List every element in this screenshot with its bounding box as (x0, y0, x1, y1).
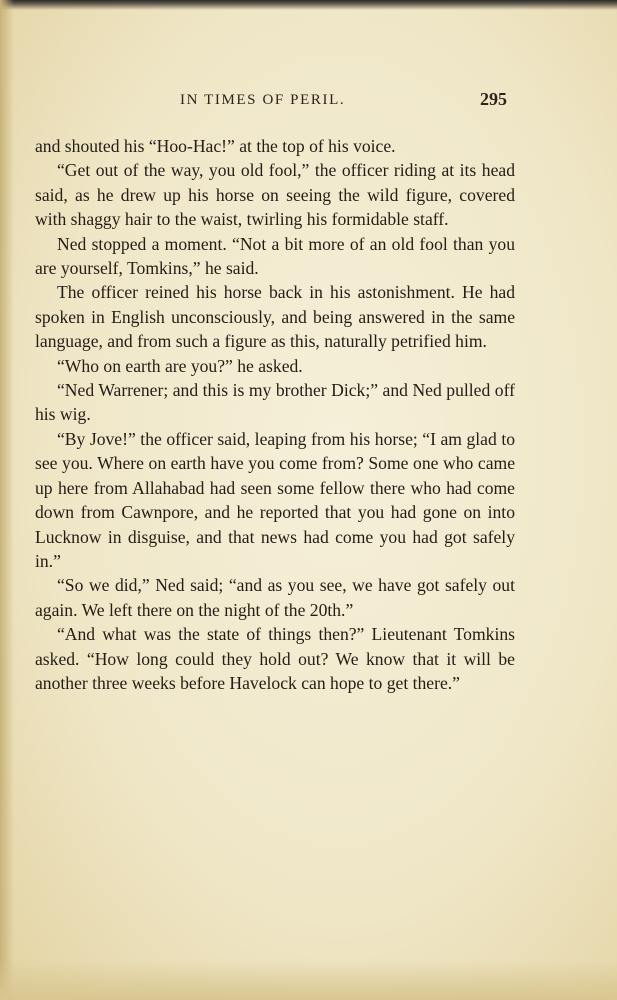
paragraph: “Ned Warrener; and this is my brother Dick;” and Ned pulled off his wig. (35, 380, 515, 425)
paragraph: The officer reined his horse back in his astonishment. He had spoken in English unconsciously, and being answered in the same language, and from such a figure as this, naturally petrified him. (35, 282, 515, 352)
body-text (35, 134, 515, 695)
page-binding-edge (0, 0, 14, 1000)
page-top-shadow (0, 0, 617, 10)
paragraph: “And what was the state of things then?” Lieutenant Tomkins asked. “How long could they hold out? We know that it will be another three weeks before Havelock can hope to get there.” (35, 624, 515, 693)
paragraph: “Who on earth are you?” he asked. (57, 355, 303, 376)
paragraph: “So we did,” Ned said; “and as you see, we have got safely out again. We left there on the night of the 20th.” (35, 575, 515, 620)
running-title: IN TIMES OF PERIL. (180, 92, 346, 108)
paragraph: “Get out of the way, you old fool,” the officer riding at its head said, as he drew up his horse on seeing the wild figure, covered with shaggy hair to the waist, twirling his formidable staff. (35, 160, 515, 230)
paragraph: Ned stopped a moment. “Not a bit more of an old fool than you are yourself, Tomkins,” he said. (35, 233, 515, 279)
page-number: 295 (480, 89, 507, 109)
page-bottom-edge (0, 960, 617, 1000)
paragraph: and shouted his “Hoo-Hac!” at the top of his voice. (35, 136, 396, 156)
running-head (0, 89, 617, 114)
paragraph: “By Jove!” the officer said, leaping from his horse; “I am glad to see you. Where on earth have you come from? Some one who came up here from Allahabad had seen some fellow there who had come down from Cawnpore, and he reported that you had gone on into Lucknow in disguise, and that news had come you had got safely in.” (35, 428, 515, 571)
